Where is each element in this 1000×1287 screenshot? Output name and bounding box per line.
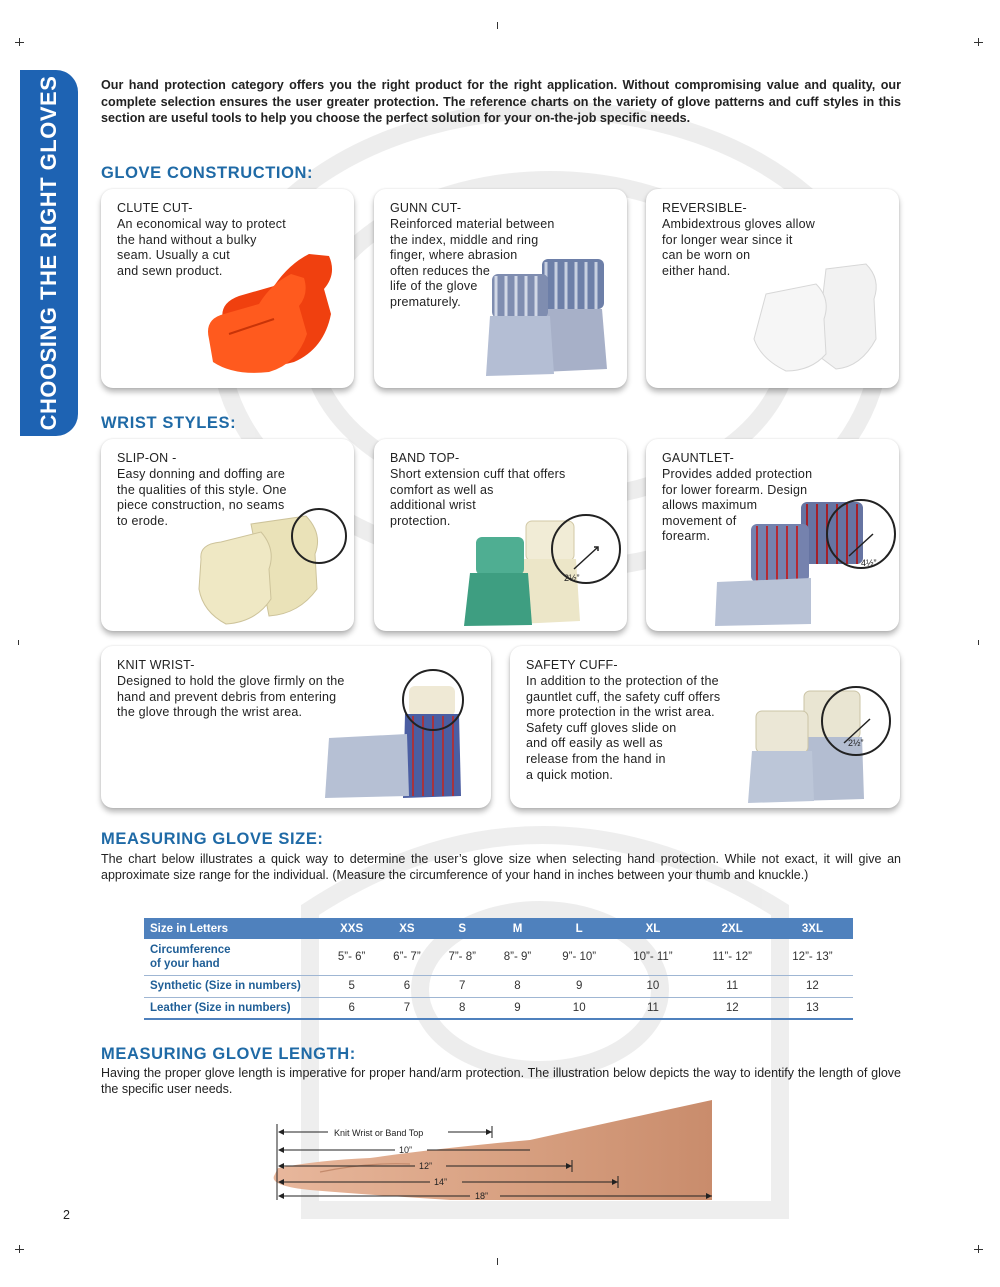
table-header-row xyxy=(144,918,853,939)
table-cell: 7”- 8” xyxy=(435,939,490,975)
wrist-styles-heading: WRIST STYLES: xyxy=(101,414,237,432)
page-number: 2 xyxy=(63,1208,70,1222)
table-header-size: 2XL xyxy=(693,918,772,939)
crop-mark xyxy=(974,42,983,43)
row-label: Leather (Size in numbers) xyxy=(144,997,324,1019)
card-title: REVERSIBLE- xyxy=(662,201,747,215)
card-slip-on xyxy=(101,439,354,631)
table-row xyxy=(144,939,853,975)
gauntlet-dimension-label: 4½” xyxy=(861,558,877,568)
card-title: BAND TOP- xyxy=(390,451,460,465)
table-cell: 13 xyxy=(772,997,853,1019)
white-glove-image xyxy=(746,259,896,374)
table-header-size: L xyxy=(545,918,613,939)
safety-cuff-dimension-label: 2½” xyxy=(848,738,864,748)
crop-mark xyxy=(974,1249,983,1250)
crop-mark xyxy=(15,1249,24,1250)
card-description: Easy donning and doffing are the qualities of this style. One piece construction, no seams to erode. xyxy=(117,467,287,528)
card-title: SLIP-ON - xyxy=(117,451,177,465)
band-top-glove-image xyxy=(456,509,626,627)
measuring-size-heading: MEASURING GLOVE SIZE: xyxy=(101,830,324,848)
card-description: Provides added protection for lower forearm. Design allows maximum movement of forearm. xyxy=(662,467,813,544)
crop-mark xyxy=(15,42,24,43)
table-cell: 12 xyxy=(772,975,853,997)
card-description: Designed to hold the glove firmly on the hand and prevent debris from entering the glove through the wrist area. xyxy=(117,674,345,720)
table-cell: 11”- 12” xyxy=(693,939,772,975)
table-cell: 10 xyxy=(613,975,692,997)
card-gunn-cut xyxy=(374,189,627,388)
card-description: Short extension cuff that offers comfort as well as additional wrist protection. xyxy=(390,467,566,528)
crop-mark xyxy=(18,640,19,645)
card-title: KNIT WRIST- xyxy=(117,658,195,672)
card-band-top xyxy=(374,439,627,631)
table-header-label: Size in Letters xyxy=(144,918,324,939)
table-cell: 9 xyxy=(490,997,545,1019)
table-header-size: S xyxy=(435,918,490,939)
crop-mark xyxy=(497,22,498,29)
safety-cuff-glove-image xyxy=(738,671,898,806)
length-14-label: 14” xyxy=(434,1177,448,1187)
card-reversible xyxy=(646,189,899,388)
table-cell: 7 xyxy=(379,997,434,1019)
card-clute-cut xyxy=(101,189,354,388)
card-title: GAUNTLET- xyxy=(662,451,734,465)
row-label: Circumference of your hand xyxy=(144,939,324,975)
card-description: Ambidextrous gloves allow for longer wear since it can be worn on either hand. xyxy=(662,217,815,278)
band-top-dimension-label: 2½” xyxy=(564,573,580,583)
card-description: Reinforced material between the index, middle and ring finger, where abrasion often reduces the life of the glove prematurely. xyxy=(390,217,555,309)
table-cell: 6 xyxy=(379,975,434,997)
table-header-size: XXS xyxy=(324,918,379,939)
length-18-label: 18” xyxy=(475,1191,489,1201)
table-cell: 11 xyxy=(693,975,772,997)
gunn-cut-glove-image xyxy=(482,254,622,379)
card-description: In addition to the protection of the gauntlet cuff, the safety cuff offers more protection in the wrist area. Safety cuff gloves slide on and off easily as well as release from the hand in a quick motion. xyxy=(526,674,721,782)
table-header-size: XL xyxy=(613,918,692,939)
table-cell: 6”- 7” xyxy=(379,939,434,975)
orange-glove-image xyxy=(199,244,349,374)
intro-paragraph: Our hand protection category offers you the right product for the right application. Without compromising value and quality, our complete selection ensures the user greater protection. The reference charts on the variety of glove patterns and cuff styles in this section are useful tools to help you choose the perfect solution for your on-the-job specific needs. xyxy=(101,78,901,126)
card-title: GUNN CUT- xyxy=(390,201,462,215)
slip-on-glove-image xyxy=(191,504,351,629)
knit-wrist-glove-image xyxy=(319,666,489,806)
table-cell: 8 xyxy=(435,997,490,1019)
table-cell: 9 xyxy=(545,975,613,997)
crop-mark xyxy=(978,640,979,645)
table-cell: 11 xyxy=(613,997,692,1019)
length-12-label: 12” xyxy=(419,1161,433,1171)
table-cell: 7 xyxy=(435,975,490,997)
knit-wrist-length-label: Knit Wrist or Band Top xyxy=(334,1128,424,1138)
card-knit-wrist xyxy=(101,646,491,808)
table-cell: 5 xyxy=(324,975,379,997)
card-description: An economical way to protect the hand without a bulky seam. Usually a cut and sewn product. xyxy=(117,217,286,278)
table-cell: 6 xyxy=(324,997,379,1019)
side-tab-label: CHOOSING THE RIGHT GLOVES xyxy=(36,75,61,431)
arm-length-illustration xyxy=(200,1100,720,1205)
table-row xyxy=(144,997,853,1019)
table-cell: 8 xyxy=(490,975,545,997)
crop-mark xyxy=(497,1258,498,1265)
card-title: SAFETY CUFF- xyxy=(526,658,618,672)
measuring-size-text: The chart below illustrates a quick way to determine the user’s glove size when selecting hand protection. While not exact, it will give an approximate size range for the individual. (Measure the circumference of your hand in inches between your thumb and knuckle.) xyxy=(101,852,901,882)
table-header-size: 3XL xyxy=(772,918,853,939)
glove-construction-heading: GLOVE CONSTRUCTION: xyxy=(101,164,314,182)
table-cell: 9”- 10” xyxy=(545,939,613,975)
glove-size-table xyxy=(144,918,853,1020)
table-header-size: M xyxy=(490,918,545,939)
table-header-size: XS xyxy=(379,918,434,939)
card-safety-cuff xyxy=(510,646,900,808)
table-row xyxy=(144,975,853,997)
measuring-length-heading: MEASURING GLOVE LENGTH: xyxy=(101,1045,356,1063)
table-cell: 12”- 13” xyxy=(772,939,853,975)
row-label: Synthetic (Size in numbers) xyxy=(144,975,324,997)
table-cell: 10”- 11” xyxy=(613,939,692,975)
table-cell: 5”- 6” xyxy=(324,939,379,975)
table-cell: 10 xyxy=(545,997,613,1019)
table-cell: 12 xyxy=(693,997,772,1019)
length-10-label: 10” xyxy=(399,1145,413,1155)
measuring-length-text: Having the proper glove length is imperative for proper hand/arm protection. The illustration below depicts the way to identify the length of glove the specific user needs. xyxy=(101,1066,901,1096)
gauntlet-glove-image xyxy=(711,494,896,629)
card-gauntlet xyxy=(646,439,899,631)
table-cell: 8”- 9” xyxy=(490,939,545,975)
card-title: CLUTE CUT- xyxy=(117,201,193,215)
